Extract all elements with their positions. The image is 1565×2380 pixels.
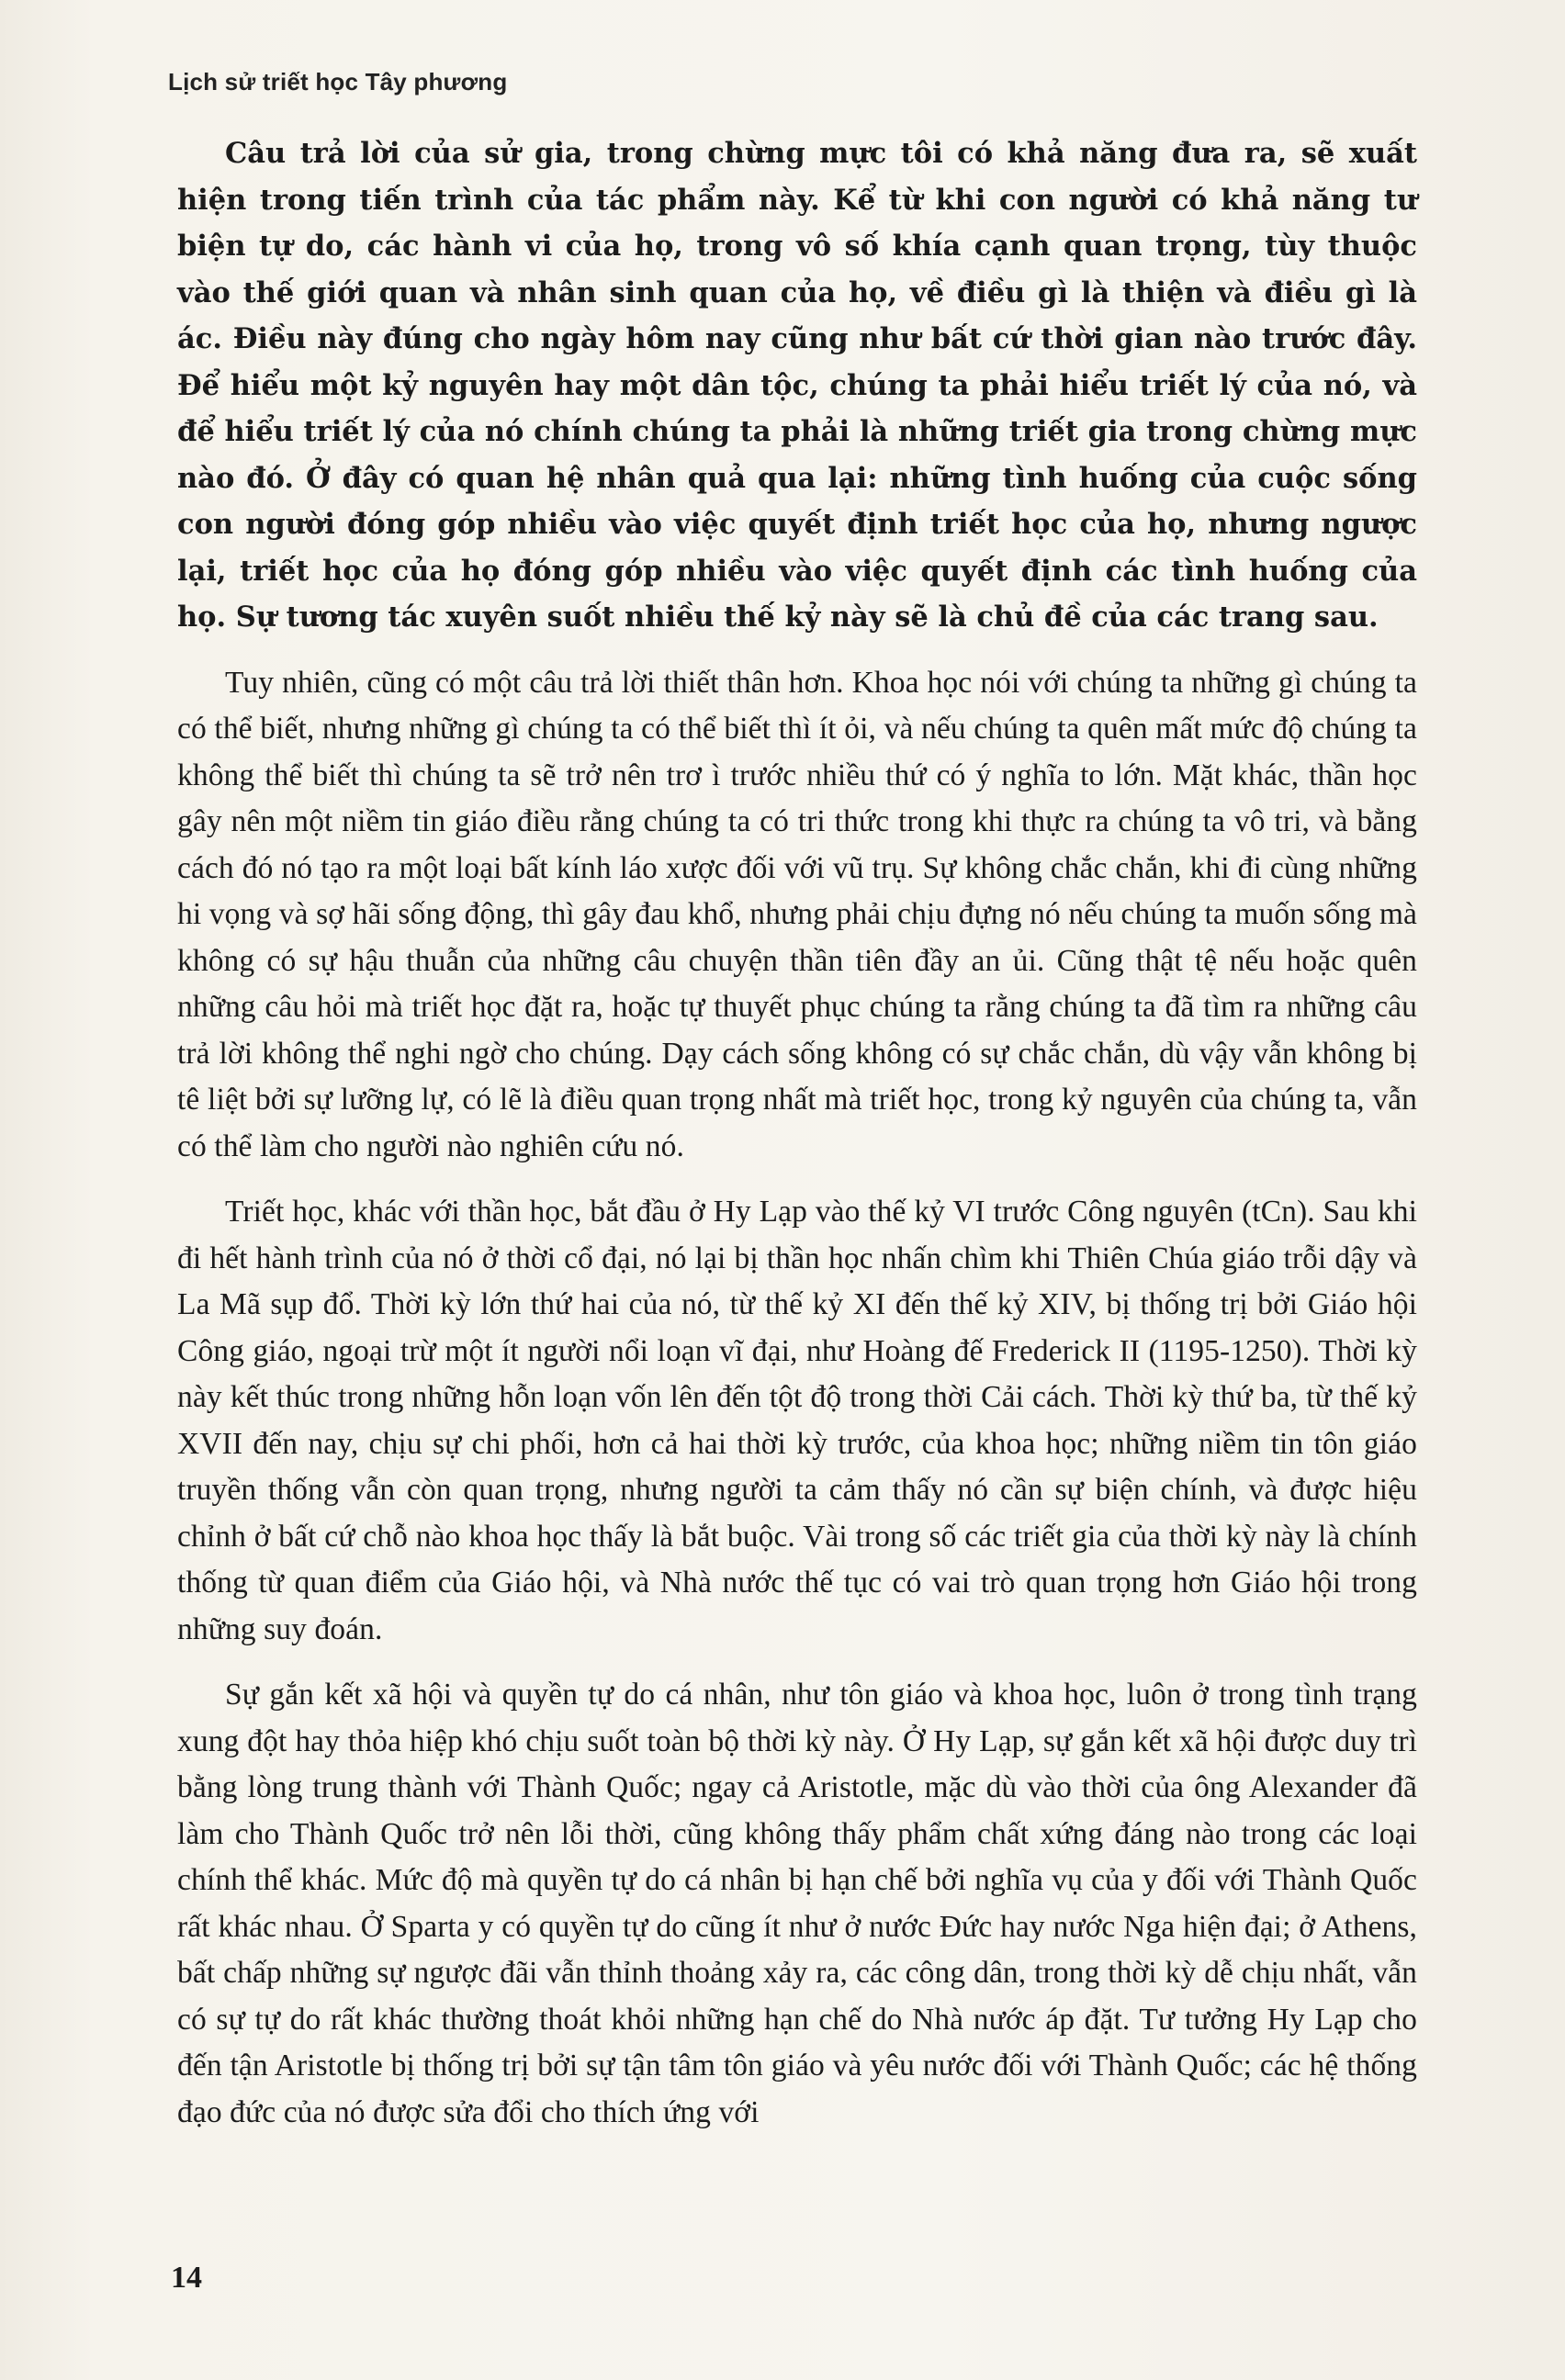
paragraph-1: Câu trả lời của sử gia, trong chừng mực tôi có khả năng đưa ra, sẽ xuất hiện trong tiến trình của tác phẩm này. Kể từ khi con người có khả năng tư biện tự do, các hành vi của họ, trong vô số khía cạnh quan trọng, tùy thuộc vào thế giới quan và nhân sinh quan của họ, về điều gì là thiện và điều gì là ác. Điều này đúng cho ngày hôm nay cũng như bất cứ thời gian nào trước đây. Để hiểu một kỷ nguyên hay một dân tộc, chúng ta phải hiểu triết lý của nó, và để hiểu triết lý của nó chính chúng ta phải là những triết gia trong chừng mực nào đó. Ở đây có quan hệ nhân quả qua lại: những tình huống của cuộc sống con người đóng góp nhiều vào việc quyết định triết học của họ, nhưng ngược lại, triết học của họ đóng góp nhiều vào việc quyết định các tình huống của họ. Sự tương tác xuyên suốt nhiều thế kỷ này sẽ là chủ đề của các trang sau. bbox=[177, 137, 1417, 634]
running-header: Lịch sử triết học Tây phương bbox=[168, 68, 508, 95]
paragraph-3: Triết học, khác với thần học, bắt đầu ở Hy Lạp vào thế kỷ VI trước Công nguyên (tCn). Sau khi đi hết hành trình của nó ở thời cổ đại, nó lại bị thần học nhấn chìm khi Thiên Chúa giáo trỗi dậy và La Mã sụp đổ. Thời kỳ lớn thứ hai của nó, từ thế kỷ XI đến thế kỷ XIV, bị thống trị bởi Giáo hội Công giáo, ngoại trừ một ít người nổi loạn vĩ đại, như Hoàng đế Frederick II (1195-1250). Thời kỳ này kết thúc trong những hỗn loạn vốn lên đến tột độ trong thời Cải cách. Thời kỳ thứ ba, từ thế kỷ XVII đến nay, chịu sự chi phối, hơn cả hai thời kỳ trước, của khoa học; những niềm tin tôn giáo truyền thống vẫn còn quan trọng, nhưng người ta cảm thấy nó cần sự biện chính, và được hiệu chỉnh ở bất cứ chỗ nào khoa học thấy là bắt buộc. Vài trong số các triết gia của thời kỳ này là chính thống từ quan điểm của Giáo hội, và Nhà nước thế tục có vai trò quan trọng hơn Giáo hội trong những suy đoán. bbox=[177, 1195, 1417, 1646]
paragraph-2: Tuy nhiên, cũng có một câu trả lời thiết thân hơn. Khoa học nói với chúng ta những gì chúng ta có thể biết, nhưng những gì chúng ta có thể biết thì ít ỏi, và nếu chúng ta quên mất mức độ chúng ta không thể biết thì chúng ta sẽ trở nên trơ ì trước nhiều thứ có ý nghĩa to lớn. Mặt khác, thần học gây nên một niềm tin giáo điều rằng chúng ta có tri thức trong khi thực ra chúng ta vô tri, và bằng cách đó nó tạo ra một loại bất kính láo xược đối với vũ trụ. Sự không chắc chắn, khi đi cùng những hi vọng và sợ hãi sống động, thì gây đau khổ, nhưng phải chịu đựng nó nếu chúng ta muốn sống mà không có sự hậu thuẫn của những câu chuyện thần tiên đầy an ủi. Cũng thật tệ nếu hoặc quên những câu hỏi mà triết học đặt ra, hoặc tự thuyết phục chúng ta rằng chúng ta đã tìm ra những câu trả lời không thể nghi ngờ cho chúng. Dạy cách sống không có sự chắc chắn, dù vậy vẫn không bị tê liệt bởi sự lưỡng lự, có lẽ là điều quan trọng nhất mà triết học, trong kỷ nguyên của chúng ta, vẫn có thể làm cho người nào nghiên cứu nó. bbox=[177, 665, 1417, 1163]
paragraph-4: Sự gắn kết xã hội và quyền tự do cá nhân, như tôn giáo và khoa học, luôn ở trong tình trạng xung đột hay thỏa hiệp khó chịu suốt toàn bộ thời kỳ này. Ở Hy Lạp, sự gắn kết xã hội được duy trì bằng lòng trung thành với Thành Quốc; ngay cả Aristotle, mặc dù vào thời của ông Alexander đã làm cho Thành Quốc trở nên lỗi thời, cũng không thấy phẩm chất xứng đáng nào trong các loại chính thể khác. Mức độ mà quyền tự do cá nhân bị hạn chế bởi nghĩa vụ của y đối với Thành Quốc rất khác nhau. Ở Sparta y có quyền tự do cũng ít như ở nước Đức hay nước Nga hiện đại; ở Athens, bất chấp những sự ngược đãi vẫn thỉnh thoảng xảy ra, các công dân, trong thời kỳ dễ chịu nhất, vẫn có sự tự do rất khác thường thoát khỏi những hạn chế do Nhà nước áp đặt. Tư tưởng Hy Lạp cho đến tận Aristotle bị thống trị bởi sự tận tâm tôn giáo và yêu nước đối với Thành Quốc; các hệ thống đạo đức của nó được sửa đổi cho thích ứng với bbox=[177, 1678, 1417, 2129]
page-number: 14 bbox=[171, 2261, 202, 2295]
body-text bbox=[177, 130, 1417, 2155]
